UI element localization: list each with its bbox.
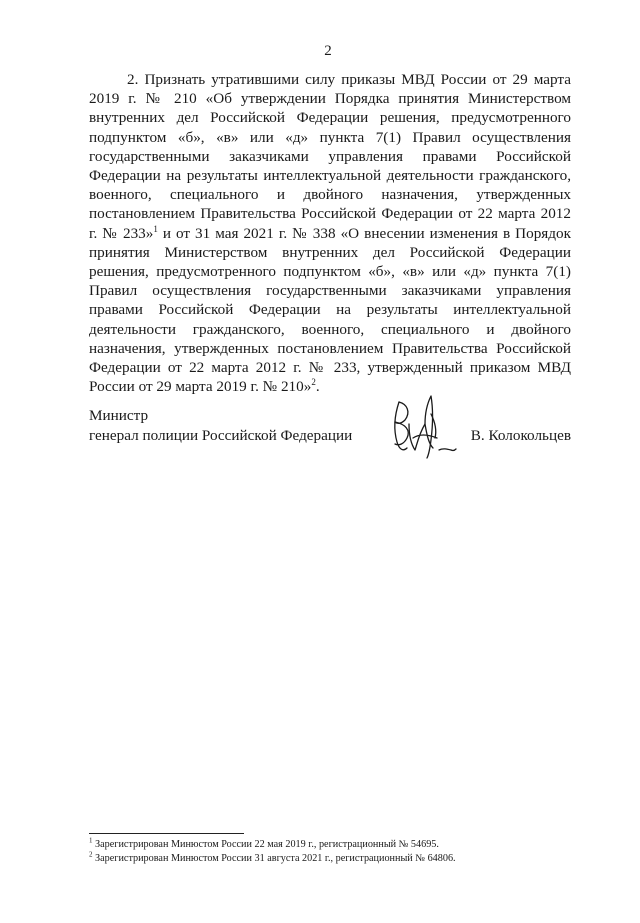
footnote-reference-2[interactable]: 2 — [311, 377, 316, 388]
paragraph-text-part2: и от 31 мая 2021 г. № 338 «О внесении изменения в Порядок принятия Министерством внутренних дел Российской Федерации решения, предусмотренного подпунктом «б», «в» или «д» пункта 7(1) Правил осуществления государственными заказчиками управления правами Российской Федерации на результаты интеллектуальной деятельности гражданского, военного, специального и двойного назначения, утвержденных постановлением Правительства Российской Федерации от 22 марта 2012 г. № 233, утвержденный приказом МВД России от 29 марта 2019 г. № 210» — [89, 224, 571, 396]
footnote-2 — [89, 852, 571, 866]
handwritten-signature — [385, 394, 457, 462]
footnote-reference-1[interactable]: 1 — [153, 223, 158, 234]
footnote-1 — [89, 838, 571, 852]
main-paragraph — [89, 70, 571, 396]
signatory-name: В. Колокольцев — [470, 427, 571, 444]
signatory-position: Министр — [89, 407, 149, 424]
footnote-text: Зарегистрирован Минюстом России 31 августа 2021 г., регистрационный № 64806. — [92, 853, 456, 864]
page-number: 2 — [324, 43, 332, 59]
paragraph-text-part1: 2. Признать утратившими силу приказы МВД России от 29 марта 2019 г. № 210 «Об утверждении Порядка принятия Министерством внутренних дел Российской Федерации решения, предусмотренного подпунктом «б», «в» или «д» пункта 7(1) Правил осуществления государственными заказчиками управления правами Российской Федерации на результаты интеллектуальной деятельности гражданского, военного, специального и двойного назначения, утвержденных постановлением Правительства Российской Федерации от 22 марта 2012 г. № 233» — [89, 71, 571, 242]
signatory-rank: генерал полиции Российской Федерации — [89, 427, 353, 444]
footnote-mark: 2 — [89, 850, 93, 859]
paragraph-text-end: . — [315, 378, 320, 396]
footnotes-section — [89, 838, 571, 866]
footnote-separator — [89, 833, 244, 834]
signature-block — [89, 406, 571, 476]
footnote-mark: 1 — [89, 836, 93, 845]
footnote-text: Зарегистрирован Минюстом России 22 мая 2019 г., регистрационный № 54695. — [92, 839, 439, 850]
